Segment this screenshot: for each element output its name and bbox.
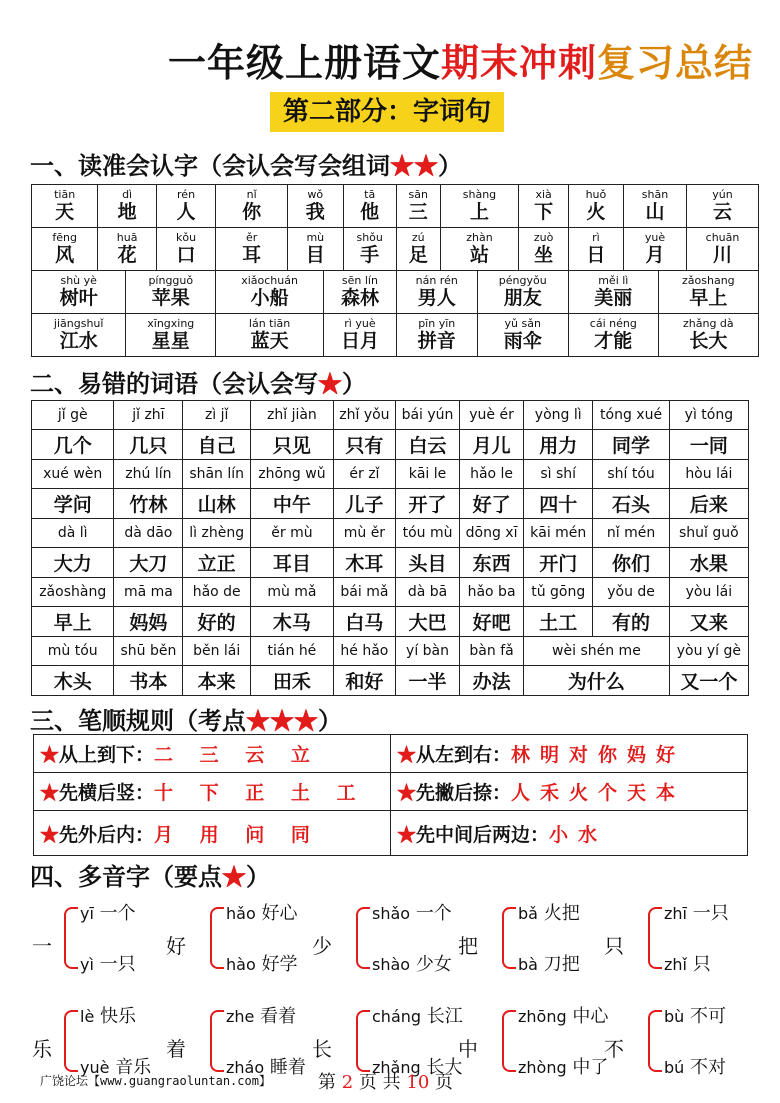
hanzi: 下 (534, 201, 554, 223)
char-cell (477, 271, 568, 314)
word-hanzi: 开了 (396, 489, 460, 519)
polyphone-reading: bú 不对 (664, 1057, 727, 1078)
char-cell (288, 185, 343, 228)
word-hanzi: 同学 (593, 430, 669, 460)
pinyin: mù (306, 231, 325, 244)
hanzi: 坐 (534, 244, 554, 266)
word-hanzi: 四十 (524, 489, 593, 519)
hanzi: 森林 (340, 287, 379, 309)
brace-icon (64, 907, 78, 969)
word-hanzi: 儿子 (333, 489, 395, 519)
word-pinyin: shuǐ guǒ (669, 519, 748, 548)
pinyin: shù yè (60, 274, 97, 287)
polyphone-reading: zhe 看着 (226, 1006, 297, 1027)
word-pinyin: dà bā (396, 578, 460, 607)
word-pinyin: mù ěr (333, 519, 395, 548)
polyphone-reading: zhī 一只 (664, 903, 729, 924)
hanzi: 上 (469, 201, 489, 223)
hanzi: 人 (176, 201, 196, 223)
word-hanzi: 本来 (183, 666, 251, 696)
word-hanzi: 大巴 (396, 607, 460, 637)
hanzi: 云 (713, 201, 733, 223)
hanzi: 苹果 (151, 287, 190, 309)
polyphone-reading: lè 快乐 (80, 1006, 137, 1027)
polyphone-reading: hào 好学 (226, 954, 298, 975)
word-hanzi: 开门 (524, 548, 593, 578)
char-cell (687, 228, 759, 271)
pinyin: nǐ (246, 188, 257, 201)
char-cell (32, 185, 98, 228)
word-pinyin: tián hé (251, 637, 334, 666)
word-hanzi: 书本 (114, 666, 183, 696)
word-hanzi: 又一个 (669, 666, 748, 696)
star-icon: ★ (397, 782, 417, 804)
word-pinyin: ěr mù (251, 519, 334, 548)
word-pinyin: tóu mù (396, 519, 460, 548)
word-pinyin: dà dāo (114, 519, 183, 548)
word-pinyin: sì shí (524, 460, 593, 489)
word-pinyin: yǒu de (593, 578, 669, 607)
word-hanzi: 耳目 (251, 548, 334, 578)
word-pinyin: bái mǎ (333, 578, 395, 607)
brace-icon (502, 1010, 516, 1072)
pinyin: huā (116, 231, 138, 244)
pinyin: pīn yīn (418, 317, 456, 330)
word-pinyin: tóng xué (593, 401, 669, 430)
word-pinyin: yuè ér (460, 401, 524, 430)
hanzi: 朋友 (503, 287, 542, 309)
word-pinyin: zhǐ yǒu (333, 401, 395, 430)
char-cell (98, 185, 157, 228)
pinyin: nán rén (415, 274, 458, 287)
polyphone-reading: yī 一个 (80, 903, 136, 924)
hanzi: 山 (645, 201, 665, 223)
char-cell (324, 314, 397, 357)
word-pinyin: wèi shén me (524, 637, 670, 666)
char-cell (156, 185, 215, 228)
rule-left-falling-then-right-falling: ★先撇后捺：人禾火个天本 (391, 773, 748, 811)
word-hanzi: 有的 (593, 607, 669, 637)
char-cell (658, 271, 758, 314)
word-hanzi: 只有 (333, 430, 395, 460)
brace-icon (356, 907, 370, 969)
hanzi: 川 (713, 244, 733, 266)
polyphone-reading: bǎ 火把 (518, 903, 580, 924)
word-hanzi: 大刀 (114, 548, 183, 578)
pinyin: cái néng (589, 317, 637, 330)
word-hanzi: 山林 (183, 489, 251, 519)
hanzi: 他 (360, 201, 380, 223)
polyphone-reading: zhǎng 长大 (372, 1057, 463, 1078)
char-cell (568, 314, 658, 357)
brace-icon (648, 1010, 662, 1072)
char-cell (126, 314, 216, 357)
error-prone-words-table (31, 400, 749, 696)
pinyin: zǎoshang (682, 274, 735, 287)
char-cell (288, 228, 343, 271)
word-pinyin: zǎoshàng (32, 578, 114, 607)
char-cell (568, 228, 623, 271)
char-cell (32, 271, 126, 314)
word-hanzi: 中午 (251, 489, 334, 519)
rule-outside-then-inside: ★先外后内：月 用 问 同 (34, 811, 391, 856)
word-pinyin: zhōng wǔ (251, 460, 334, 489)
hanzi: 日月 (340, 330, 379, 352)
stroke-rules-table (33, 734, 748, 856)
pinyin: yún (712, 188, 733, 201)
hanzi: 你 (242, 201, 262, 223)
word-pinyin: nǐ mén (593, 519, 669, 548)
pinyin: dì (122, 188, 133, 201)
word-pinyin: hǎo le (460, 460, 524, 489)
polyphone-char: 中 (458, 1037, 478, 1061)
char-cell (396, 314, 477, 357)
word-pinyin: shū běn (114, 637, 183, 666)
pinyin: kǒu (175, 231, 197, 244)
hanzi: 拼音 (417, 330, 456, 352)
hanzi: 日 (586, 244, 606, 266)
word-pinyin: hé hǎo (333, 637, 395, 666)
pinyin: chuān (705, 231, 740, 244)
char-cell (623, 185, 686, 228)
word-pinyin: yòng lì (524, 401, 593, 430)
word-pinyin: hǎo ba (460, 578, 524, 607)
word-pinyin: yòu lái (669, 578, 748, 607)
hanzi: 长大 (689, 330, 728, 352)
literacy-table (31, 184, 759, 357)
char-cell (324, 271, 397, 314)
section-4-heading: 四、多音字（要点★） (30, 862, 270, 891)
word-pinyin: jǐ gè (32, 401, 114, 430)
title-part3: 复习总结 (597, 40, 754, 85)
hanzi: 站 (469, 244, 489, 266)
word-pinyin: bái yún (396, 401, 460, 430)
polyphone-char: 好 (166, 934, 186, 958)
pinyin: sēn lín (341, 274, 378, 287)
brace-icon (64, 1010, 78, 1072)
word-hanzi: 白云 (396, 430, 460, 460)
char-cell (216, 314, 324, 357)
pinyin: zuò (533, 231, 554, 244)
hanzi: 目 (305, 244, 325, 266)
word-pinyin: mù tóu (32, 637, 114, 666)
brace-icon (210, 1010, 224, 1072)
hanzi: 足 (408, 244, 428, 266)
char-cell (519, 228, 569, 271)
pinyin: shǒu (356, 231, 383, 244)
word-pinyin: běn lái (183, 637, 251, 666)
word-hanzi: 自己 (183, 430, 251, 460)
word-hanzi: 水果 (669, 548, 748, 578)
word-pinyin: mā ma (114, 578, 183, 607)
hanzi: 花 (117, 244, 137, 266)
word-hanzi: 后来 (669, 489, 748, 519)
polyphone-char: 一 (32, 934, 52, 958)
char-cell (519, 185, 569, 228)
pinyin: xià (535, 188, 552, 201)
pinyin: shān (641, 188, 669, 201)
pinyin: péngyǒu (498, 274, 547, 287)
word-pinyin: bàn fǎ (460, 637, 524, 666)
hanzi: 星星 (151, 330, 190, 352)
title-part1: 一年级上册语文 (168, 40, 442, 85)
pinyin: tiān (54, 188, 76, 201)
pinyin: xīngxing (147, 317, 195, 330)
word-hanzi: 一同 (669, 430, 748, 460)
star-icon: ★ (397, 823, 417, 846)
star-icon: ★ (40, 782, 60, 804)
word-pinyin: zhú lín (114, 460, 183, 489)
pinyin: zú (411, 231, 425, 244)
word-hanzi: 早上 (32, 607, 114, 637)
word-hanzi: 妈妈 (114, 607, 183, 637)
pinyin: huǒ (585, 188, 607, 201)
polyphone-reading: zhǐ 只 (664, 954, 711, 975)
section-1-heading: 一、读准会认字（会认会写会组词★★） (30, 151, 462, 180)
page-number: 第 2 页 共 10 页 (318, 1072, 454, 1093)
pinyin: yǔ sǎn (504, 317, 541, 330)
pinyin: měi lì (598, 274, 629, 287)
word-hanzi: 大力 (32, 548, 114, 578)
word-pinyin: lì zhèng (183, 519, 251, 548)
pinyin: rì (592, 231, 600, 244)
polyphone-char: 只 (604, 934, 624, 958)
polyphone-reading: bà 刀把 (518, 954, 580, 975)
pinyin: rì yuè (344, 317, 376, 330)
word-hanzi: 用力 (524, 430, 593, 460)
word-pinyin: dōng xī (460, 519, 524, 548)
hanzi: 小船 (250, 287, 289, 309)
pinyin: sān (408, 188, 428, 201)
pinyin: yuè (644, 231, 666, 244)
hanzi: 男人 (417, 287, 456, 309)
word-hanzi: 你们 (593, 548, 669, 578)
word-hanzi: 头目 (396, 548, 460, 578)
char-cell (396, 185, 440, 228)
pinyin: tā (364, 188, 376, 201)
polyphone-reading: bù 不可 (664, 1006, 727, 1027)
word-pinyin: mù mǎ (251, 578, 334, 607)
word-hanzi: 田禾 (251, 666, 334, 696)
polyphone-char: 把 (458, 934, 478, 958)
word-hanzi: 几只 (114, 430, 183, 460)
hanzi: 早上 (689, 287, 728, 309)
word-pinyin: tǔ gōng (524, 578, 593, 607)
polyphone-reading: shǎo 一个 (372, 903, 452, 924)
polyphone-char: 少 (312, 934, 332, 958)
footer-source: 广饶论坛【www.guangraoluntan.com】 (40, 1074, 271, 1088)
brace-icon (648, 907, 662, 969)
char-cell (568, 185, 623, 228)
word-pinyin: shí tóu (593, 460, 669, 489)
word-hanzi: 办法 (460, 666, 524, 696)
star-icon: ★★ (390, 151, 438, 180)
word-hanzi: 木头 (32, 666, 114, 696)
char-cell (343, 185, 396, 228)
polyphone-char: 长 (312, 1037, 332, 1061)
brace-icon (210, 907, 224, 969)
word-hanzi: 又来 (669, 607, 748, 637)
pinyin: zhǎng dà (683, 317, 734, 330)
polyphone-reading: yuè 音乐 (80, 1057, 152, 1078)
hanzi: 蓝天 (250, 330, 289, 352)
word-hanzi: 木马 (251, 607, 334, 637)
hanzi: 雨伞 (503, 330, 542, 352)
word-hanzi: 立正 (183, 548, 251, 578)
word-hanzi: 好吧 (460, 607, 524, 637)
char-cell (396, 271, 477, 314)
brace-icon (356, 1010, 370, 1072)
pinyin: zhàn (466, 231, 493, 244)
char-cell (440, 185, 519, 228)
polyphone-reading: cháng 长江 (372, 1006, 463, 1027)
polyphone-char: 乐 (32, 1037, 52, 1061)
page-title (168, 32, 753, 87)
word-hanzi: 只见 (251, 430, 334, 460)
rule-top-to-bottom: ★从上到下：二 三 云 立 (34, 735, 391, 773)
char-cell (623, 228, 686, 271)
char-cell (32, 314, 126, 357)
star-icon: ★ (222, 862, 246, 891)
hanzi: 三 (408, 201, 428, 223)
polyphone-reading: shào 少女 (372, 954, 452, 975)
word-pinyin: yí bàn (396, 637, 460, 666)
hanzi: 美丽 (594, 287, 633, 309)
word-pinyin: kāi mén (524, 519, 593, 548)
star-icon: ★ (40, 823, 60, 846)
char-cell (216, 185, 288, 228)
word-pinyin: xué wèn (32, 460, 114, 489)
char-cell (343, 228, 396, 271)
word-pinyin: yì tóng (669, 401, 748, 430)
rule-left-to-right: ★从左到右：林明对你妈好 (391, 735, 748, 773)
word-hanzi: 竹林 (114, 489, 183, 519)
pinyin: fēng (52, 231, 77, 244)
word-hanzi: 一半 (396, 666, 460, 696)
word-hanzi: 为什么 (524, 666, 670, 696)
word-pinyin: jǐ zhī (114, 401, 183, 430)
word-pinyin: kāi le (396, 460, 460, 489)
brace-icon (502, 907, 516, 969)
char-cell (126, 271, 216, 314)
char-cell (658, 314, 758, 357)
word-pinyin: dà lì (32, 519, 114, 548)
star-icon: ★ (318, 369, 342, 398)
polyphone-reading: zhōng 中心 (518, 1006, 609, 1027)
char-cell (687, 185, 759, 228)
word-pinyin: hòu lái (669, 460, 748, 489)
subtitle: 第二部分：字词句 (270, 92, 504, 132)
char-cell (156, 228, 215, 271)
char-cell (98, 228, 157, 271)
polyphone-reading: hǎo 好心 (226, 903, 298, 924)
hanzi: 风 (55, 244, 75, 266)
hanzi: 天 (55, 201, 75, 223)
hanzi: 月 (645, 244, 665, 266)
rule-horizontal-then-vertical: ★先横后竖：十 下 正 土 工 (34, 773, 391, 811)
section-3-heading: 三、笔顺规则（考点★★★） (30, 706, 342, 735)
star-icon: ★★★ (246, 706, 318, 735)
hanzi: 耳 (242, 244, 262, 266)
char-cell (440, 228, 519, 271)
pinyin: shàng (462, 188, 497, 201)
word-pinyin: hǎo de (183, 578, 251, 607)
star-icon: ★ (40, 744, 60, 766)
hanzi: 地 (117, 201, 137, 223)
word-hanzi: 和好 (333, 666, 395, 696)
word-hanzi: 东西 (460, 548, 524, 578)
pinyin: wǒ (307, 188, 324, 201)
word-hanzi: 好的 (183, 607, 251, 637)
word-hanzi: 好了 (460, 489, 524, 519)
title-part2: 期末冲刺 (441, 40, 598, 85)
word-pinyin: ér zǐ (333, 460, 395, 489)
char-cell (477, 314, 568, 357)
word-hanzi: 月儿 (460, 430, 524, 460)
hanzi: 江水 (59, 330, 98, 352)
char-cell (568, 271, 658, 314)
polyphone-reading: zháo 睡着 (226, 1057, 306, 1078)
word-hanzi: 几个 (32, 430, 114, 460)
polyphone-reading: zhòng 中了 (518, 1057, 609, 1078)
polyphone-reading: yì 一只 (80, 954, 136, 975)
hanzi: 手 (360, 244, 380, 266)
pinyin: ěr (245, 231, 258, 244)
rule-middle-then-sides: ★先中间后两边：小水 (391, 811, 748, 856)
hanzi: 口 (176, 244, 196, 266)
word-hanzi: 白马 (333, 607, 395, 637)
pinyin: xiǎochuán (241, 274, 298, 287)
pinyin: rén (177, 188, 196, 201)
star-icon: ★ (397, 744, 417, 766)
char-cell (32, 228, 98, 271)
word-pinyin: shān lín (183, 460, 251, 489)
hanzi: 树叶 (59, 287, 98, 309)
char-cell (216, 228, 288, 271)
pinyin: jiāngshuǐ (53, 317, 104, 330)
word-hanzi: 土工 (524, 607, 593, 637)
word-hanzi: 石头 (593, 489, 669, 519)
word-pinyin: zhǐ jiàn (251, 401, 334, 430)
hanzi: 才能 (594, 330, 633, 352)
word-pinyin: yòu yí gè (669, 637, 748, 666)
hanzi: 我 (305, 201, 325, 223)
section-2-heading: 二、易错的词语（会认会写★） (30, 369, 366, 398)
pinyin: lán tiān (248, 317, 291, 330)
polyphone-char: 着 (166, 1037, 186, 1061)
pinyin: píngguǒ (148, 274, 194, 287)
char-cell (216, 271, 324, 314)
hanzi: 火 (586, 201, 606, 223)
word-pinyin: zì jǐ (183, 401, 251, 430)
word-hanzi: 学问 (32, 489, 114, 519)
word-hanzi: 木耳 (333, 548, 395, 578)
polyphone-char: 不 (604, 1037, 624, 1061)
char-cell (396, 228, 440, 271)
